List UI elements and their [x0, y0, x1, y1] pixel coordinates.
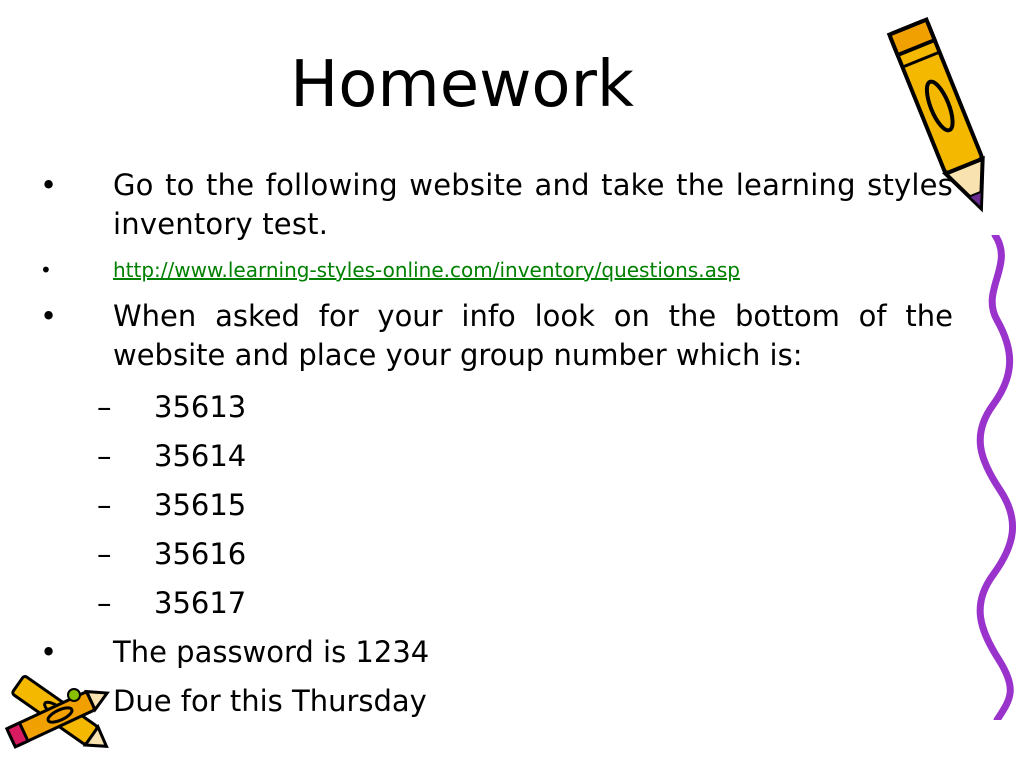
list-item: [40, 297, 960, 377]
pencil-icon: [885, 8, 1015, 223]
bullet-marker: •: [40, 635, 58, 669]
group-number: 35617: [154, 586, 247, 620]
slide-title: Homework: [290, 48, 634, 122]
sub-list-item: [97, 486, 397, 525]
sub-list-item: [97, 535, 397, 574]
crossed-pencils-icon: [0, 665, 120, 765]
sub-bullet-marker: –: [97, 586, 112, 620]
sub-list-item: [97, 584, 397, 623]
sub-bullet-marker: –: [97, 439, 112, 473]
bullet-marker: •: [40, 258, 52, 282]
list-item: [40, 166, 960, 246]
wavy-line-icon: [975, 235, 1020, 720]
sub-bullet-marker: –: [97, 537, 112, 571]
group-number: 35614: [154, 439, 247, 473]
bullet-marker: •: [40, 168, 58, 202]
list-item: [40, 682, 640, 721]
inventory-link[interactable]: http://www.learning-styles-online.com/inventory/questions.asp: [113, 258, 740, 282]
sub-bullet-marker: –: [97, 488, 112, 522]
group-number: 35613: [154, 390, 247, 424]
sub-bullet-marker: –: [97, 390, 112, 424]
bullet-text: Due for this Thursday: [113, 684, 427, 718]
group-number: 35615: [154, 488, 247, 522]
bullet-text: The password is 1234: [113, 635, 430, 669]
bullet-text: Go to the following website and take the learning styles inventory test.: [113, 168, 953, 241]
bullet-text: When asked for your info look on the bottom of the website and place your group number which is:: [113, 299, 953, 372]
group-number: 35616: [154, 537, 247, 571]
sub-list-item: [97, 388, 397, 427]
list-item: [40, 633, 640, 672]
sub-list-item: [97, 437, 397, 476]
list-item: [40, 254, 960, 286]
bullet-marker: •: [40, 299, 58, 333]
